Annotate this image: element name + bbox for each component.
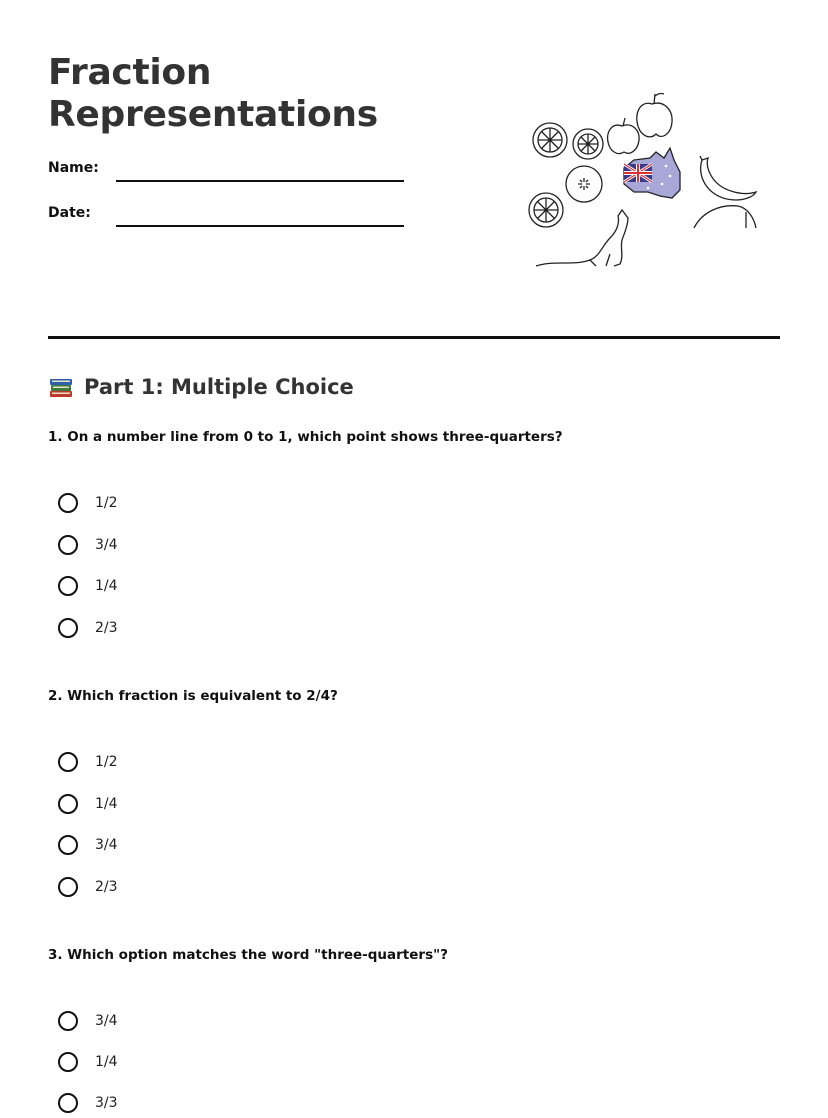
kangaroo-icon — [536, 210, 628, 266]
apple-icon — [637, 94, 672, 137]
option-label: 1/4 — [95, 578, 118, 594]
q3-option-2[interactable] — [58, 1050, 118, 1074]
option-label: 2/3 — [95, 620, 118, 636]
q3-option-3[interactable] — [58, 1091, 118, 1115]
section-divider — [48, 336, 780, 339]
orange-slice-icon — [533, 123, 567, 157]
q1-option-3[interactable] — [58, 574, 118, 598]
option-label: 1/4 — [95, 796, 118, 812]
q2-option-4[interactable] — [58, 875, 118, 899]
apple-icon — [608, 118, 639, 154]
q2-option-3[interactable] — [58, 833, 118, 857]
radio-button[interactable] — [58, 835, 78, 855]
clipart-illustration — [524, 88, 764, 272]
date-field — [48, 205, 408, 229]
q1-option-1[interactable] — [58, 491, 118, 515]
australia-map-icon — [624, 148, 680, 198]
option-label: 2/3 — [95, 879, 118, 895]
orange-slice-icon — [529, 193, 563, 227]
title-line-2: Representations — [48, 94, 378, 135]
name-input-line[interactable] — [116, 180, 404, 182]
radio-button[interactable] — [58, 576, 78, 596]
radio-button[interactable] — [58, 877, 78, 897]
radio-button[interactable] — [58, 1093, 78, 1113]
page-title — [48, 52, 378, 136]
question-2: 2. Which fraction is equivalent to 2/4? — [48, 688, 338, 704]
q1-option-4[interactable] — [58, 616, 118, 640]
radio-button[interactable] — [58, 1052, 78, 1072]
radio-button[interactable] — [58, 535, 78, 555]
date-input-line[interactable] — [116, 225, 404, 227]
q2-option-2[interactable] — [58, 792, 118, 816]
q1-option-2[interactable] — [58, 533, 118, 557]
option-label: 3/4 — [95, 837, 118, 853]
kiwi-icon — [566, 166, 602, 202]
option-label: 1/2 — [95, 495, 118, 511]
part1-title-text: Part 1: Multiple Choice — [84, 375, 354, 399]
question-3: 3. Which option matches the word "three-quarters"? — [48, 947, 448, 963]
option-label: 3/3 — [95, 1095, 118, 1111]
option-label: 1/4 — [95, 1054, 118, 1070]
banana-icon — [694, 156, 756, 228]
name-field — [48, 160, 408, 184]
radio-button[interactable] — [58, 752, 78, 772]
q3-option-1[interactable] — [58, 1009, 118, 1033]
option-label: 3/4 — [95, 537, 118, 553]
question-1: 1. On a number line from 0 to 1, which point shows three-quarters? — [48, 429, 563, 445]
orange-slice-icon — [573, 129, 603, 159]
q2-option-1[interactable] — [58, 750, 118, 774]
radio-button[interactable] — [58, 794, 78, 814]
radio-button[interactable] — [58, 618, 78, 638]
name-label: Name: — [48, 160, 99, 176]
books-icon — [48, 374, 74, 400]
option-label: 1/2 — [95, 754, 118, 770]
part1-title — [48, 374, 354, 400]
radio-button[interactable] — [58, 493, 78, 513]
option-label: 3/4 — [95, 1013, 118, 1029]
radio-button[interactable] — [58, 1011, 78, 1031]
date-label: Date: — [48, 205, 91, 221]
title-line-1: Fraction — [48, 52, 212, 93]
